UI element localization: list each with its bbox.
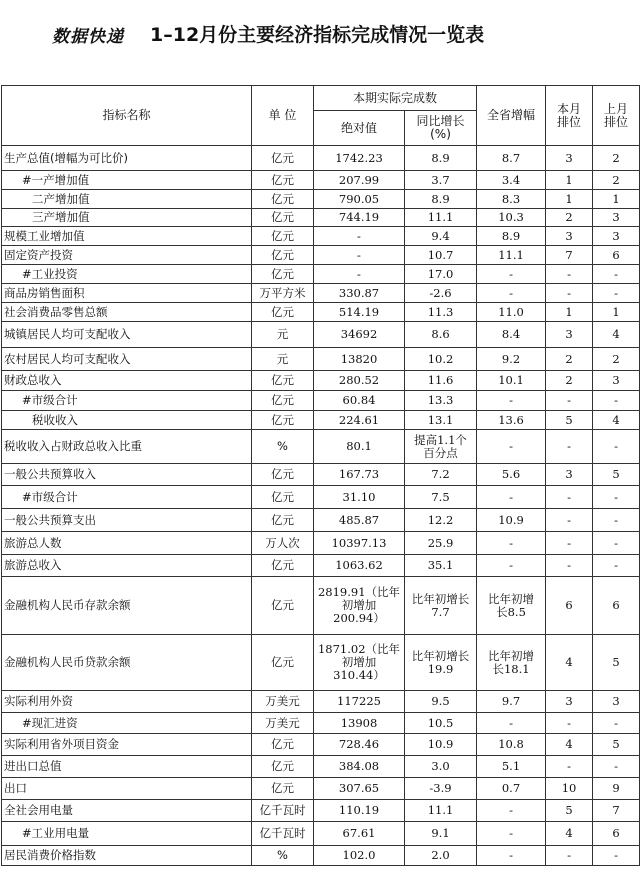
- cell-indicator: 金融机构人民币贷款余额: [2, 635, 252, 691]
- table-row: [2, 800, 640, 822]
- cell-province: 8.3: [477, 190, 546, 209]
- cell-indicator: 金融机构人民币存款余额: [2, 577, 252, 635]
- cell-indicator: 财政总收入: [2, 371, 252, 391]
- cell-unit: 万美元: [252, 713, 314, 734]
- table-row: [2, 509, 640, 532]
- cell-rank-last: 2: [593, 348, 640, 371]
- header-rank-this: 本月 排位: [546, 86, 593, 146]
- cell-yoy: 10.7: [405, 246, 477, 265]
- cell-province: -: [477, 284, 546, 303]
- cell-indicator: #工业投资: [2, 265, 252, 284]
- cell-absolute: 1742.23: [314, 146, 405, 171]
- cell-unit: 亿元: [252, 756, 314, 778]
- cell-rank-this: -: [546, 265, 593, 284]
- cell-yoy: 11.3: [405, 303, 477, 322]
- cell-rank-this: -: [546, 756, 593, 778]
- table-row: [2, 846, 640, 866]
- cell-rank-this: 4: [546, 734, 593, 756]
- table-row: [2, 464, 640, 486]
- cell-absolute: 1871.02（比年 初增加 310.44）: [314, 635, 405, 691]
- header-yoy: 同比增长 (%): [405, 111, 477, 146]
- cell-rank-this: 1: [546, 190, 593, 209]
- cell-indicator: #现汇进资: [2, 713, 252, 734]
- cell-absolute: 10397.13: [314, 532, 405, 555]
- cell-rank-this: -: [546, 486, 593, 509]
- cell-yoy: -2.6: [405, 284, 477, 303]
- cell-unit: 亿元: [252, 246, 314, 265]
- cell-province: 比年初增 长8.5: [477, 577, 546, 635]
- header-province: 全省增幅: [477, 86, 546, 146]
- cell-absolute: 224.61: [314, 411, 405, 430]
- indicators-table: [1, 85, 640, 866]
- table-row: [2, 246, 640, 265]
- page-title: 1–12月份主要经济指标完成情况一览表: [150, 24, 485, 46]
- table-row: [2, 322, 640, 348]
- cell-indicator: 出口: [2, 778, 252, 800]
- cell-indicator: 全社会用电量: [2, 800, 252, 822]
- cell-absolute: 13820: [314, 348, 405, 371]
- cell-indicator: 居民消费价格指数: [2, 846, 252, 866]
- cell-absolute: 744.19: [314, 209, 405, 227]
- cell-rank-last: -: [593, 532, 640, 555]
- cell-indicator: 旅游总人数: [2, 532, 252, 555]
- cell-yoy: 10.9: [405, 734, 477, 756]
- cell-rank-last: -: [593, 265, 640, 284]
- cell-rank-this: 5: [546, 411, 593, 430]
- cell-indicator: #工业用电量: [2, 822, 252, 846]
- cell-absolute: 514.19: [314, 303, 405, 322]
- cell-indicator: 规模工业增加值: [2, 227, 252, 246]
- cell-province: -: [477, 846, 546, 866]
- table-row: [2, 171, 640, 190]
- cell-unit: 万人次: [252, 532, 314, 555]
- cell-province: 比年初增 长18.1: [477, 635, 546, 691]
- cell-indicator: 社会消费品零售总额: [2, 303, 252, 322]
- cell-unit: 万美元: [252, 691, 314, 713]
- brand-label: 数据快递: [52, 27, 124, 47]
- cell-yoy: 35.1: [405, 555, 477, 577]
- cell-rank-this: -: [546, 509, 593, 532]
- cell-rank-this: 7: [546, 246, 593, 265]
- cell-rank-this: 3: [546, 691, 593, 713]
- cell-absolute: 60.84: [314, 391, 405, 411]
- cell-yoy: 8.9: [405, 146, 477, 171]
- cell-unit: 亿元: [252, 734, 314, 756]
- cell-province: -: [477, 430, 546, 464]
- cell-absolute: 790.05: [314, 190, 405, 209]
- cell-province: 9.2: [477, 348, 546, 371]
- cell-rank-this: 3: [546, 322, 593, 348]
- cell-rank-last: 4: [593, 322, 640, 348]
- cell-absolute: 1063.62: [314, 555, 405, 577]
- cell-unit: 亿元: [252, 778, 314, 800]
- table-row: [2, 209, 640, 227]
- cell-rank-last: 5: [593, 464, 640, 486]
- cell-yoy: 比年初增长 7.7: [405, 577, 477, 635]
- cell-absolute: 34692: [314, 322, 405, 348]
- table-row: [2, 635, 640, 691]
- cell-yoy: 8.6: [405, 322, 477, 348]
- table-row: [2, 190, 640, 209]
- cell-province: 5.6: [477, 464, 546, 486]
- cell-unit: 亿千瓦时: [252, 822, 314, 846]
- cell-unit: 元: [252, 348, 314, 371]
- table-row: [2, 371, 640, 391]
- cell-absolute: 207.99: [314, 171, 405, 190]
- cell-rank-this: 6: [546, 577, 593, 635]
- cell-indicator: 商品房销售面积: [2, 284, 252, 303]
- cell-yoy: 比年初增长 19.9: [405, 635, 477, 691]
- table-row: [2, 778, 640, 800]
- cell-province: -: [477, 713, 546, 734]
- cell-rank-last: 6: [593, 246, 640, 265]
- table-row: [2, 713, 640, 734]
- table-row: [2, 391, 640, 411]
- header-unit: 单 位: [252, 86, 314, 146]
- cell-rank-this: 10: [546, 778, 593, 800]
- cell-rank-last: 5: [593, 635, 640, 691]
- cell-indicator: 一般公共预算支出: [2, 509, 252, 532]
- cell-absolute: 31.10: [314, 486, 405, 509]
- cell-rank-this: 2: [546, 371, 593, 391]
- cell-rank-this: -: [546, 555, 593, 577]
- cell-rank-this: -: [546, 391, 593, 411]
- cell-unit: 亿元: [252, 577, 314, 635]
- cell-rank-last: -: [593, 430, 640, 464]
- cell-unit: 亿元: [252, 509, 314, 532]
- cell-yoy: 2.0: [405, 846, 477, 866]
- cell-province: 10.9: [477, 509, 546, 532]
- cell-indicator: 二产增加值: [2, 190, 252, 209]
- table-body: [2, 146, 640, 866]
- cell-indicator: 税收收入占财政总收入比重: [2, 430, 252, 464]
- cell-rank-last: -: [593, 846, 640, 866]
- cell-absolute: 280.52: [314, 371, 405, 391]
- cell-rank-this: 1: [546, 171, 593, 190]
- cell-yoy: 13.1: [405, 411, 477, 430]
- table-row: [2, 734, 640, 756]
- cell-rank-this: -: [546, 430, 593, 464]
- cell-province: 13.6: [477, 411, 546, 430]
- cell-yoy: 3.0: [405, 756, 477, 778]
- cell-absolute: 307.65: [314, 778, 405, 800]
- cell-rank-last: -: [593, 756, 640, 778]
- cell-rank-last: 2: [593, 171, 640, 190]
- cell-province: 8.9: [477, 227, 546, 246]
- cell-rank-last: 4: [593, 411, 640, 430]
- cell-yoy: 11.6: [405, 371, 477, 391]
- table-row: [2, 691, 640, 713]
- cell-indicator: 一般公共预算收入: [2, 464, 252, 486]
- cell-province: 8.7: [477, 146, 546, 171]
- cell-rank-this: 4: [546, 822, 593, 846]
- cell-absolute: 2819.91（比年 初增加 200.94）: [314, 577, 405, 635]
- cell-province: -: [477, 265, 546, 284]
- table-row: [2, 146, 640, 171]
- cell-yoy: 3.7: [405, 171, 477, 190]
- cell-rank-last: 3: [593, 371, 640, 391]
- cell-indicator: 实际利用省外项目资金: [2, 734, 252, 756]
- cell-rank-last: 2: [593, 146, 640, 171]
- cell-rank-this: -: [546, 846, 593, 866]
- cell-absolute: -: [314, 265, 405, 284]
- cell-absolute: -: [314, 246, 405, 265]
- cell-province: 3.4: [477, 171, 546, 190]
- cell-province: -: [477, 486, 546, 509]
- cell-absolute: 67.61: [314, 822, 405, 846]
- cell-indicator: 农村居民人均可支配收入: [2, 348, 252, 371]
- cell-rank-last: -: [593, 284, 640, 303]
- cell-indicator: 城镇居民人均可支配收入: [2, 322, 252, 348]
- cell-yoy: 9.1: [405, 822, 477, 846]
- cell-yoy: 10.2: [405, 348, 477, 371]
- cell-rank-this: 2: [546, 348, 593, 371]
- cell-indicator: 生产总值(增幅为可比价): [2, 146, 252, 171]
- cell-rank-this: 1: [546, 303, 593, 322]
- cell-unit: 亿元: [252, 371, 314, 391]
- cell-province: 10.8: [477, 734, 546, 756]
- cell-unit: 亿元: [252, 486, 314, 509]
- cell-indicator: #一产增加值: [2, 171, 252, 190]
- header-rank-last: 上月 排位: [593, 86, 640, 146]
- header-absolute: 绝对值: [314, 111, 405, 146]
- cell-indicator: 三产增加值: [2, 209, 252, 227]
- cell-rank-this: -: [546, 284, 593, 303]
- cell-indicator: 税收收入: [2, 411, 252, 430]
- cell-rank-this: 3: [546, 227, 593, 246]
- cell-absolute: 330.87: [314, 284, 405, 303]
- cell-rank-last: 6: [593, 822, 640, 846]
- cell-absolute: 167.73: [314, 464, 405, 486]
- cell-province: -: [477, 822, 546, 846]
- cell-unit: 亿元: [252, 265, 314, 284]
- table-row: [2, 284, 640, 303]
- cell-rank-last: -: [593, 555, 640, 577]
- cell-rank-last: -: [593, 713, 640, 734]
- cell-unit: 亿千瓦时: [252, 800, 314, 822]
- cell-unit: %: [252, 846, 314, 866]
- cell-absolute: 102.0: [314, 846, 405, 866]
- cell-yoy: 13.3: [405, 391, 477, 411]
- cell-yoy: 12.2: [405, 509, 477, 532]
- cell-unit: 元: [252, 322, 314, 348]
- cell-unit: 亿元: [252, 190, 314, 209]
- cell-rank-this: -: [546, 713, 593, 734]
- cell-indicator: 实际利用外资: [2, 691, 252, 713]
- cell-rank-last: 1: [593, 190, 640, 209]
- cell-absolute: 384.08: [314, 756, 405, 778]
- cell-yoy: 25.9: [405, 532, 477, 555]
- cell-yoy: 7.5: [405, 486, 477, 509]
- cell-yoy: 11.1: [405, 800, 477, 822]
- cell-unit: 亿元: [252, 464, 314, 486]
- cell-indicator: #市级合计: [2, 486, 252, 509]
- cell-rank-last: 3: [593, 691, 640, 713]
- cell-rank-last: 6: [593, 577, 640, 635]
- cell-rank-this: 4: [546, 635, 593, 691]
- cell-rank-last: 1: [593, 303, 640, 322]
- table-row: [2, 822, 640, 846]
- cell-rank-last: 7: [593, 800, 640, 822]
- table-row: [2, 348, 640, 371]
- cell-yoy: 提高1.1个 百分点: [405, 430, 477, 464]
- header-current-period: 本期实际完成数: [314, 86, 477, 111]
- table-row: [2, 486, 640, 509]
- cell-rank-this: 2: [546, 209, 593, 227]
- cell-yoy: 8.9: [405, 190, 477, 209]
- cell-province: 0.7: [477, 778, 546, 800]
- cell-unit: 亿元: [252, 411, 314, 430]
- cell-rank-last: -: [593, 486, 640, 509]
- cell-unit: 亿元: [252, 146, 314, 171]
- cell-unit: 万平方米: [252, 284, 314, 303]
- table-row: [2, 411, 640, 430]
- table-row: [2, 756, 640, 778]
- cell-rank-last: 3: [593, 227, 640, 246]
- header-indicator: 指标名称: [2, 86, 252, 146]
- cell-province: 9.7: [477, 691, 546, 713]
- cell-unit: 亿元: [252, 171, 314, 190]
- cell-yoy: 7.2: [405, 464, 477, 486]
- cell-rank-last: -: [593, 391, 640, 411]
- cell-unit: 亿元: [252, 303, 314, 322]
- cell-rank-last: 3: [593, 209, 640, 227]
- cell-yoy: -3.9: [405, 778, 477, 800]
- table-row: [2, 577, 640, 635]
- cell-province: -: [477, 800, 546, 822]
- cell-absolute: 110.19: [314, 800, 405, 822]
- cell-rank-last: 9: [593, 778, 640, 800]
- cell-absolute: 13908: [314, 713, 405, 734]
- cell-indicator: 固定资产投资: [2, 246, 252, 265]
- cell-indicator: 旅游总收入: [2, 555, 252, 577]
- cell-province: 11.0: [477, 303, 546, 322]
- cell-province: 5.1: [477, 756, 546, 778]
- cell-rank-last: 5: [593, 734, 640, 756]
- table-row: [2, 265, 640, 284]
- table-row: [2, 303, 640, 322]
- table-row: [2, 555, 640, 577]
- cell-rank-this: 5: [546, 800, 593, 822]
- cell-rank-this: 3: [546, 464, 593, 486]
- cell-absolute: 728.46: [314, 734, 405, 756]
- cell-rank-last: -: [593, 509, 640, 532]
- cell-indicator: 进出口总值: [2, 756, 252, 778]
- title-bar: [0, 18, 640, 52]
- cell-yoy: 9.4: [405, 227, 477, 246]
- cell-absolute: 117225: [314, 691, 405, 713]
- cell-indicator: #市级合计: [2, 391, 252, 411]
- cell-province: 10.1: [477, 371, 546, 391]
- cell-yoy: 10.5: [405, 713, 477, 734]
- cell-absolute: -: [314, 227, 405, 246]
- cell-province: -: [477, 391, 546, 411]
- cell-yoy: 9.5: [405, 691, 477, 713]
- cell-rank-this: -: [546, 532, 593, 555]
- cell-unit: 亿元: [252, 227, 314, 246]
- cell-yoy: 11.1: [405, 209, 477, 227]
- table-row: [2, 227, 640, 246]
- table-row: [2, 430, 640, 464]
- cell-unit: 亿元: [252, 555, 314, 577]
- cell-absolute: 485.87: [314, 509, 405, 532]
- cell-province: 8.4: [477, 322, 546, 348]
- cell-unit: 亿元: [252, 635, 314, 691]
- cell-province: 11.1: [477, 246, 546, 265]
- cell-absolute: 80.1: [314, 430, 405, 464]
- cell-unit: 亿元: [252, 391, 314, 411]
- cell-province: -: [477, 555, 546, 577]
- cell-unit: %: [252, 430, 314, 464]
- cell-yoy: 17.0: [405, 265, 477, 284]
- table-row: [2, 532, 640, 555]
- cell-province: 10.3: [477, 209, 546, 227]
- cell-rank-this: 3: [546, 146, 593, 171]
- cell-province: -: [477, 532, 546, 555]
- cell-unit: 亿元: [252, 209, 314, 227]
